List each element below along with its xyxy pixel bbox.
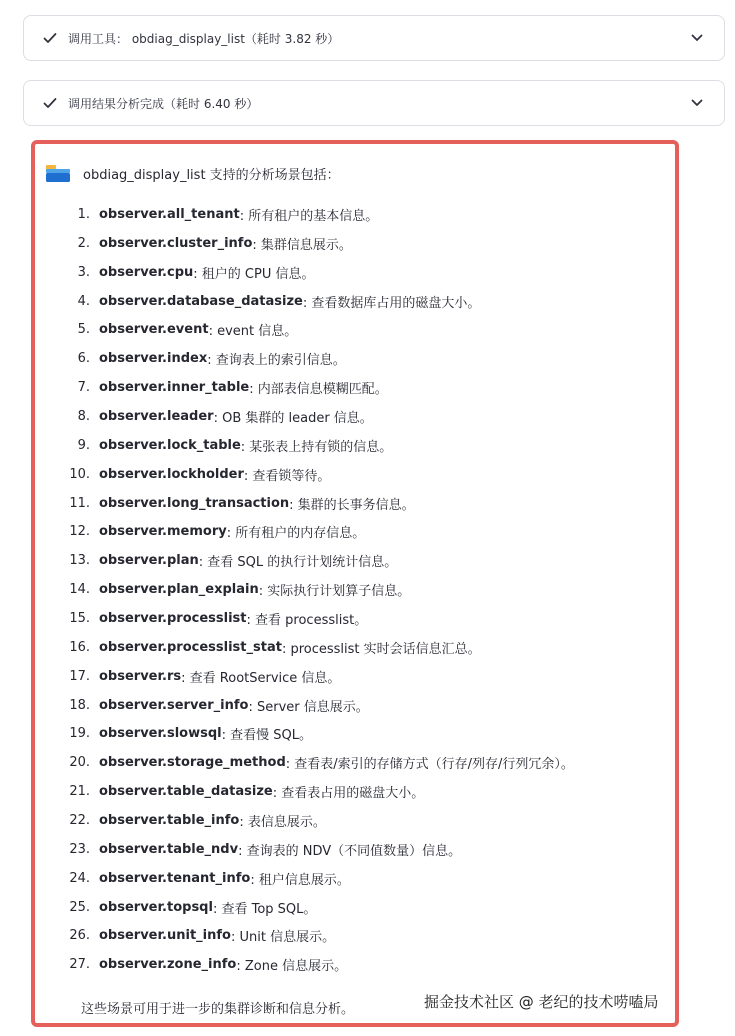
scenario-number: 2.	[77, 235, 90, 251]
scenario-number: 18.	[69, 697, 90, 713]
scenario-item	[35, 344, 675, 373]
scenario-name: observer.memory	[99, 524, 227, 540]
scenario-name: observer.processlist	[99, 610, 247, 626]
scenario-description: : 查看数据库占用的磁盘大小。	[302, 295, 481, 311]
scenario-name: observer.zone_info	[99, 957, 237, 973]
scenario-number: 15.	[69, 610, 90, 626]
assistant-answer-box	[31, 140, 679, 1027]
scenario-description: : 所有租户的基本信息。	[239, 208, 379, 224]
scenario-number: 9.	[77, 437, 90, 453]
scenario-list	[35, 200, 675, 979]
scenario-description: : event 信息。	[208, 324, 298, 340]
scenario-number: 6.	[77, 351, 90, 367]
chevron-down-icon[interactable]	[690, 31, 704, 45]
expander-title: 调用结果分析完成（耗时 6.40 秒）	[68, 96, 259, 111]
scenario-number: 12.	[69, 524, 90, 540]
scenario-item	[35, 835, 675, 864]
scenario-item	[35, 921, 675, 950]
scenario-number: 20.	[69, 755, 90, 771]
chevron-down-icon[interactable]	[690, 96, 704, 110]
scenario-number: 5.	[77, 322, 90, 338]
scenario-number: 1.	[77, 206, 90, 222]
scenario-description: : 租户的 CPU 信息。	[193, 266, 315, 282]
scenario-number: 4.	[77, 293, 90, 309]
scenario-number: 8.	[77, 408, 90, 424]
scenario-description: : Unit 信息展示。	[230, 930, 336, 946]
scenario-item	[35, 373, 675, 402]
scenario-description: : 查看慢 SQL。	[221, 728, 312, 744]
scenario-name: observer.inner_table	[99, 380, 250, 396]
scenario-name: observer.table_datasize	[99, 784, 273, 800]
scenario-number: 16.	[69, 639, 90, 655]
scenario-description: : 所有租户的内存信息。	[226, 526, 366, 542]
scenario-item	[35, 287, 675, 316]
scenario-item	[35, 748, 675, 777]
answer-intro-text: obdiag_display_list 支持的分析场景包括：	[83, 167, 340, 183]
scenario-item	[35, 806, 675, 835]
scenario-item	[35, 517, 675, 546]
scenario-description: : 查询表的 NDV（不同值数量）信息。	[238, 843, 462, 859]
scenario-number: 13.	[69, 553, 90, 569]
scenario-item	[35, 200, 675, 229]
scenario-name: observer.unit_info	[99, 928, 231, 944]
answer-summary: 这些场景可用于进一步的集群诊断和信息分析。	[81, 1002, 355, 1017]
scenario-name: observer.lockholder	[99, 466, 244, 482]
scenario-number: 22.	[69, 812, 90, 828]
scenario-description: : 表信息展示。	[239, 814, 326, 830]
check-icon	[42, 95, 58, 111]
scenario-description: : processlist 实时会话信息汇总。	[281, 641, 481, 657]
scenario-item	[35, 431, 675, 460]
scenario-description: : 查看 RootService 信息。	[181, 670, 341, 686]
scenario-name: observer.storage_method	[99, 755, 286, 771]
scenario-description: : 某张表上持有锁的信息。	[240, 439, 393, 455]
scenario-description: : 查看表占用的磁盘大小。	[272, 786, 425, 802]
scenario-number: 14.	[69, 582, 90, 598]
scenario-description: : 查询表上的索引信息。	[207, 353, 346, 369]
scenario-name: observer.lock_table	[99, 437, 241, 453]
scenario-item	[35, 315, 675, 344]
scenario-description: : 查看表/索引的存储方式（行存/列存/行列冗余）。	[285, 757, 574, 773]
scenario-name: observer.database_datasize	[99, 293, 303, 309]
scenario-name: observer.tenant_info	[99, 870, 251, 886]
assistant-avatar-icon	[45, 162, 71, 184]
scenario-description: : 查看 Top SQL。	[212, 901, 317, 917]
scenario-description: : 集群信息展示。	[252, 237, 352, 253]
scenario-item	[35, 460, 675, 489]
check-icon	[42, 30, 58, 46]
scenario-name: observer.rs	[99, 668, 182, 684]
scenario-item	[35, 604, 675, 633]
scenario-number: 23.	[69, 841, 90, 857]
scenario-number: 26.	[69, 928, 90, 944]
scenario-name: observer.event	[99, 322, 209, 338]
tool-call-expander[interactable]	[23, 15, 725, 61]
scenario-item	[35, 258, 675, 287]
scenario-description: : 查看 SQL 的执行计划统计信息。	[198, 555, 398, 571]
scenario-item	[35, 950, 675, 979]
scenario-name: observer.plan	[99, 553, 199, 569]
scenario-name: observer.table_info	[99, 812, 240, 828]
scenario-name: observer.all_tenant	[99, 206, 240, 222]
scenario-description: : 内部表信息模糊匹配。	[249, 382, 388, 398]
scenario-item	[35, 691, 675, 720]
scenario-number: 10.	[69, 466, 90, 482]
scenario-name: observer.index	[99, 351, 208, 367]
scenario-number: 21.	[69, 784, 90, 800]
scenario-item	[35, 489, 675, 518]
scenario-name: observer.server_info	[99, 697, 249, 713]
scenario-number: 27.	[69, 957, 90, 973]
scenario-item	[35, 893, 675, 922]
scenario-description: : Zone 信息展示。	[236, 959, 348, 975]
scenario-item	[35, 402, 675, 431]
scenario-description: : 实际执行计划算子信息。	[258, 584, 411, 600]
scenario-item	[35, 229, 675, 258]
answer-intro	[45, 162, 340, 184]
scenario-name: observer.cpu	[99, 264, 194, 280]
scenario-name: observer.cluster_info	[99, 235, 253, 251]
scenario-description: : 租户信息展示。	[250, 872, 350, 888]
scenario-number: 19.	[69, 726, 90, 742]
scenario-description: : OB 集群的 leader 信息。	[213, 410, 373, 426]
scenario-item	[35, 633, 675, 662]
scenario-number: 17.	[69, 668, 90, 684]
scenario-description: : 查看锁等待。	[243, 468, 331, 484]
scenario-number: 3.	[77, 264, 90, 280]
scenario-number: 7.	[77, 380, 90, 396]
expander-title: 调用工具： obdiag_display_list（耗时 3.82 秒）	[68, 31, 340, 46]
scenario-description: : Server 信息展示。	[248, 699, 369, 715]
scenario-name: observer.plan_explain	[99, 582, 259, 598]
scenario-item	[35, 777, 675, 806]
scenario-name: observer.processlist_stat	[99, 639, 282, 655]
scenario-name: observer.long_transaction	[99, 495, 290, 511]
scenario-item	[35, 864, 675, 893]
scenario-name: observer.table_ndv	[99, 841, 239, 857]
analysis-result-expander[interactable]	[23, 80, 725, 126]
scenario-item	[35, 546, 675, 575]
scenario-description: : 查看 processlist。	[246, 612, 368, 628]
scenario-item	[35, 719, 675, 748]
scenario-number: 24.	[69, 870, 90, 886]
scenario-description: : 集群的长事务信息。	[289, 497, 415, 513]
scenario-name: observer.slowsql	[99, 726, 222, 742]
scenario-name: observer.topsql	[99, 899, 213, 915]
scenario-name: observer.leader	[99, 408, 214, 424]
scenario-number: 25.	[69, 899, 90, 915]
scenario-item	[35, 575, 675, 604]
source-watermark: 掘金技术社区 @ 老纪的技术唠嗑局	[424, 993, 659, 1011]
scenario-number: 11.	[69, 495, 90, 511]
scenario-item	[35, 662, 675, 691]
